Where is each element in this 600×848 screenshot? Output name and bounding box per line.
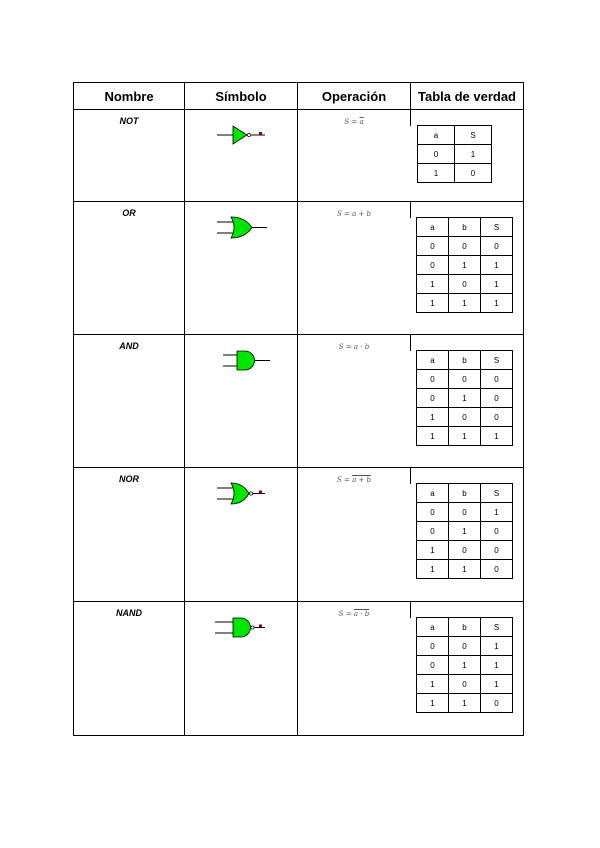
table-row (417, 427, 513, 446)
truth-table-cell (411, 602, 523, 735)
table-cell: 0 (417, 389, 449, 408)
table-header-row (417, 351, 513, 370)
table-cell: 0 (417, 637, 449, 656)
header-name: Nombre (74, 83, 185, 109)
column-header: a (417, 618, 449, 637)
table-row (417, 370, 513, 389)
gate-symbol-cell (185, 468, 298, 601)
table-cell: 1 (481, 503, 513, 522)
column-header: a (417, 351, 449, 370)
table-cell: 1 (449, 560, 481, 579)
column-header: S (481, 351, 513, 370)
table-cell: 0 (455, 164, 492, 183)
table-cell: 1 (417, 675, 449, 694)
gate-symbol-cell (185, 110, 298, 201)
table-cell: 0 (481, 694, 513, 713)
truth-table (416, 483, 513, 579)
table-cell: 1 (449, 294, 481, 313)
gate-row-nor (74, 468, 523, 602)
table-cell: 0 (481, 370, 513, 389)
column-header: a (417, 218, 449, 237)
table-row (417, 541, 513, 560)
table-row (417, 522, 513, 541)
truth-table-cell (411, 110, 523, 201)
column-header: S (455, 126, 492, 145)
table-header-row (418, 126, 492, 145)
column-header: b (449, 351, 481, 370)
table-cell: 1 (481, 294, 513, 313)
table-cell: 1 (481, 256, 513, 275)
column-header: S (481, 484, 513, 503)
table-cell: 1 (449, 694, 481, 713)
truth-table-cell (411, 468, 523, 601)
gate-operation: S = a + b (298, 202, 411, 218)
table-cell: 1 (481, 637, 513, 656)
gate-name: NOR (74, 468, 185, 601)
table-cell: 1 (449, 389, 481, 408)
table-row (417, 237, 513, 256)
table-cell: 0 (449, 237, 481, 256)
table-cell: 1 (449, 256, 481, 275)
gate-symbol-cell (185, 602, 298, 735)
table-cell: 0 (481, 408, 513, 427)
column-header: S (481, 618, 513, 637)
nor-gate-icon (215, 478, 275, 508)
not-gate-icon (215, 120, 275, 150)
table-row (417, 389, 513, 408)
table-header-row (417, 618, 513, 637)
table-row (417, 408, 513, 427)
column-header: a (418, 126, 455, 145)
table-cell: 0 (417, 237, 449, 256)
table-cell: 1 (417, 294, 449, 313)
table-cell: 0 (449, 541, 481, 560)
column-header: b (449, 618, 481, 637)
gate-name: NOT (74, 110, 185, 201)
table-cell: 0 (417, 522, 449, 541)
logic-gates-table (73, 82, 524, 736)
nand-gate-icon (215, 612, 275, 642)
header-row (74, 83, 523, 110)
table-cell: 1 (418, 164, 455, 183)
table-row (417, 503, 513, 522)
table-cell: 1 (481, 275, 513, 294)
table-cell: 0 (449, 503, 481, 522)
table-cell: 1 (417, 408, 449, 427)
table-cell: 1 (449, 522, 481, 541)
gate-operation: S = a + b (298, 468, 411, 484)
gate-row-nand (74, 602, 523, 735)
table-cell: 1 (481, 675, 513, 694)
gate-row-not (74, 110, 523, 202)
table-cell: 1 (481, 656, 513, 675)
gate-name: AND (74, 335, 185, 467)
table-cell: 0 (418, 145, 455, 164)
column-header: a (417, 484, 449, 503)
gate-operation: S = a · b (298, 335, 411, 351)
table-cell: 1 (481, 427, 513, 446)
table-cell: 0 (481, 560, 513, 579)
table-cell: 1 (417, 541, 449, 560)
column-header: b (449, 218, 481, 237)
table-cell: 0 (449, 370, 481, 389)
table-cell: 0 (449, 275, 481, 294)
header-symbol: Símbolo (185, 83, 298, 109)
table-cell: 0 (449, 408, 481, 427)
truth-table (416, 217, 513, 313)
gate-name: OR (74, 202, 185, 334)
table-cell: 0 (417, 256, 449, 275)
table-cell: 1 (455, 145, 492, 164)
table-cell: 0 (417, 370, 449, 389)
table-cell: 0 (481, 541, 513, 560)
gate-operation: $S = \overline{a}$ (298, 110, 411, 126)
table-row (418, 145, 492, 164)
truth-table (416, 350, 513, 446)
table-header-row (417, 218, 513, 237)
header-truth-table: Tabla de verdad (417, 88, 516, 104)
table-cell: 1 (449, 427, 481, 446)
truth-table (417, 125, 492, 183)
table-cell: 0 (449, 675, 481, 694)
table-row (417, 637, 513, 656)
column-header: b (449, 484, 481, 503)
table-cell: 1 (417, 275, 449, 294)
or-gate-icon (215, 212, 275, 242)
table-cell: 1 (417, 560, 449, 579)
table-cell: 1 (449, 656, 481, 675)
table-cell: 1 (417, 427, 449, 446)
table-cell: 0 (481, 237, 513, 256)
gate-row-and (74, 335, 523, 468)
table-row (417, 560, 513, 579)
table-row (417, 275, 513, 294)
table-row (417, 656, 513, 675)
table-row (417, 294, 513, 313)
table-row (417, 694, 513, 713)
table-row (417, 675, 513, 694)
gate-row-or (74, 202, 523, 335)
table-row (417, 256, 513, 275)
table-cell: 0 (481, 389, 513, 408)
truth-table-cell (411, 335, 523, 467)
and-gate-icon (215, 345, 275, 375)
table-header-row (417, 484, 513, 503)
table-cell: 0 (481, 522, 513, 541)
truth-table (416, 617, 513, 713)
table-cell: 0 (449, 637, 481, 656)
gate-symbol-cell (185, 335, 298, 467)
table-cell: 0 (417, 503, 449, 522)
table-cell: 1 (417, 694, 449, 713)
gate-name: NAND (74, 602, 185, 735)
gate-operation: S = a · b (298, 602, 411, 618)
header-operation: Operación (298, 83, 411, 109)
truth-table-cell (411, 202, 523, 334)
column-header: S (481, 218, 513, 237)
table-cell: 0 (417, 656, 449, 675)
gate-symbol-cell (185, 202, 298, 334)
table-row (418, 164, 492, 183)
